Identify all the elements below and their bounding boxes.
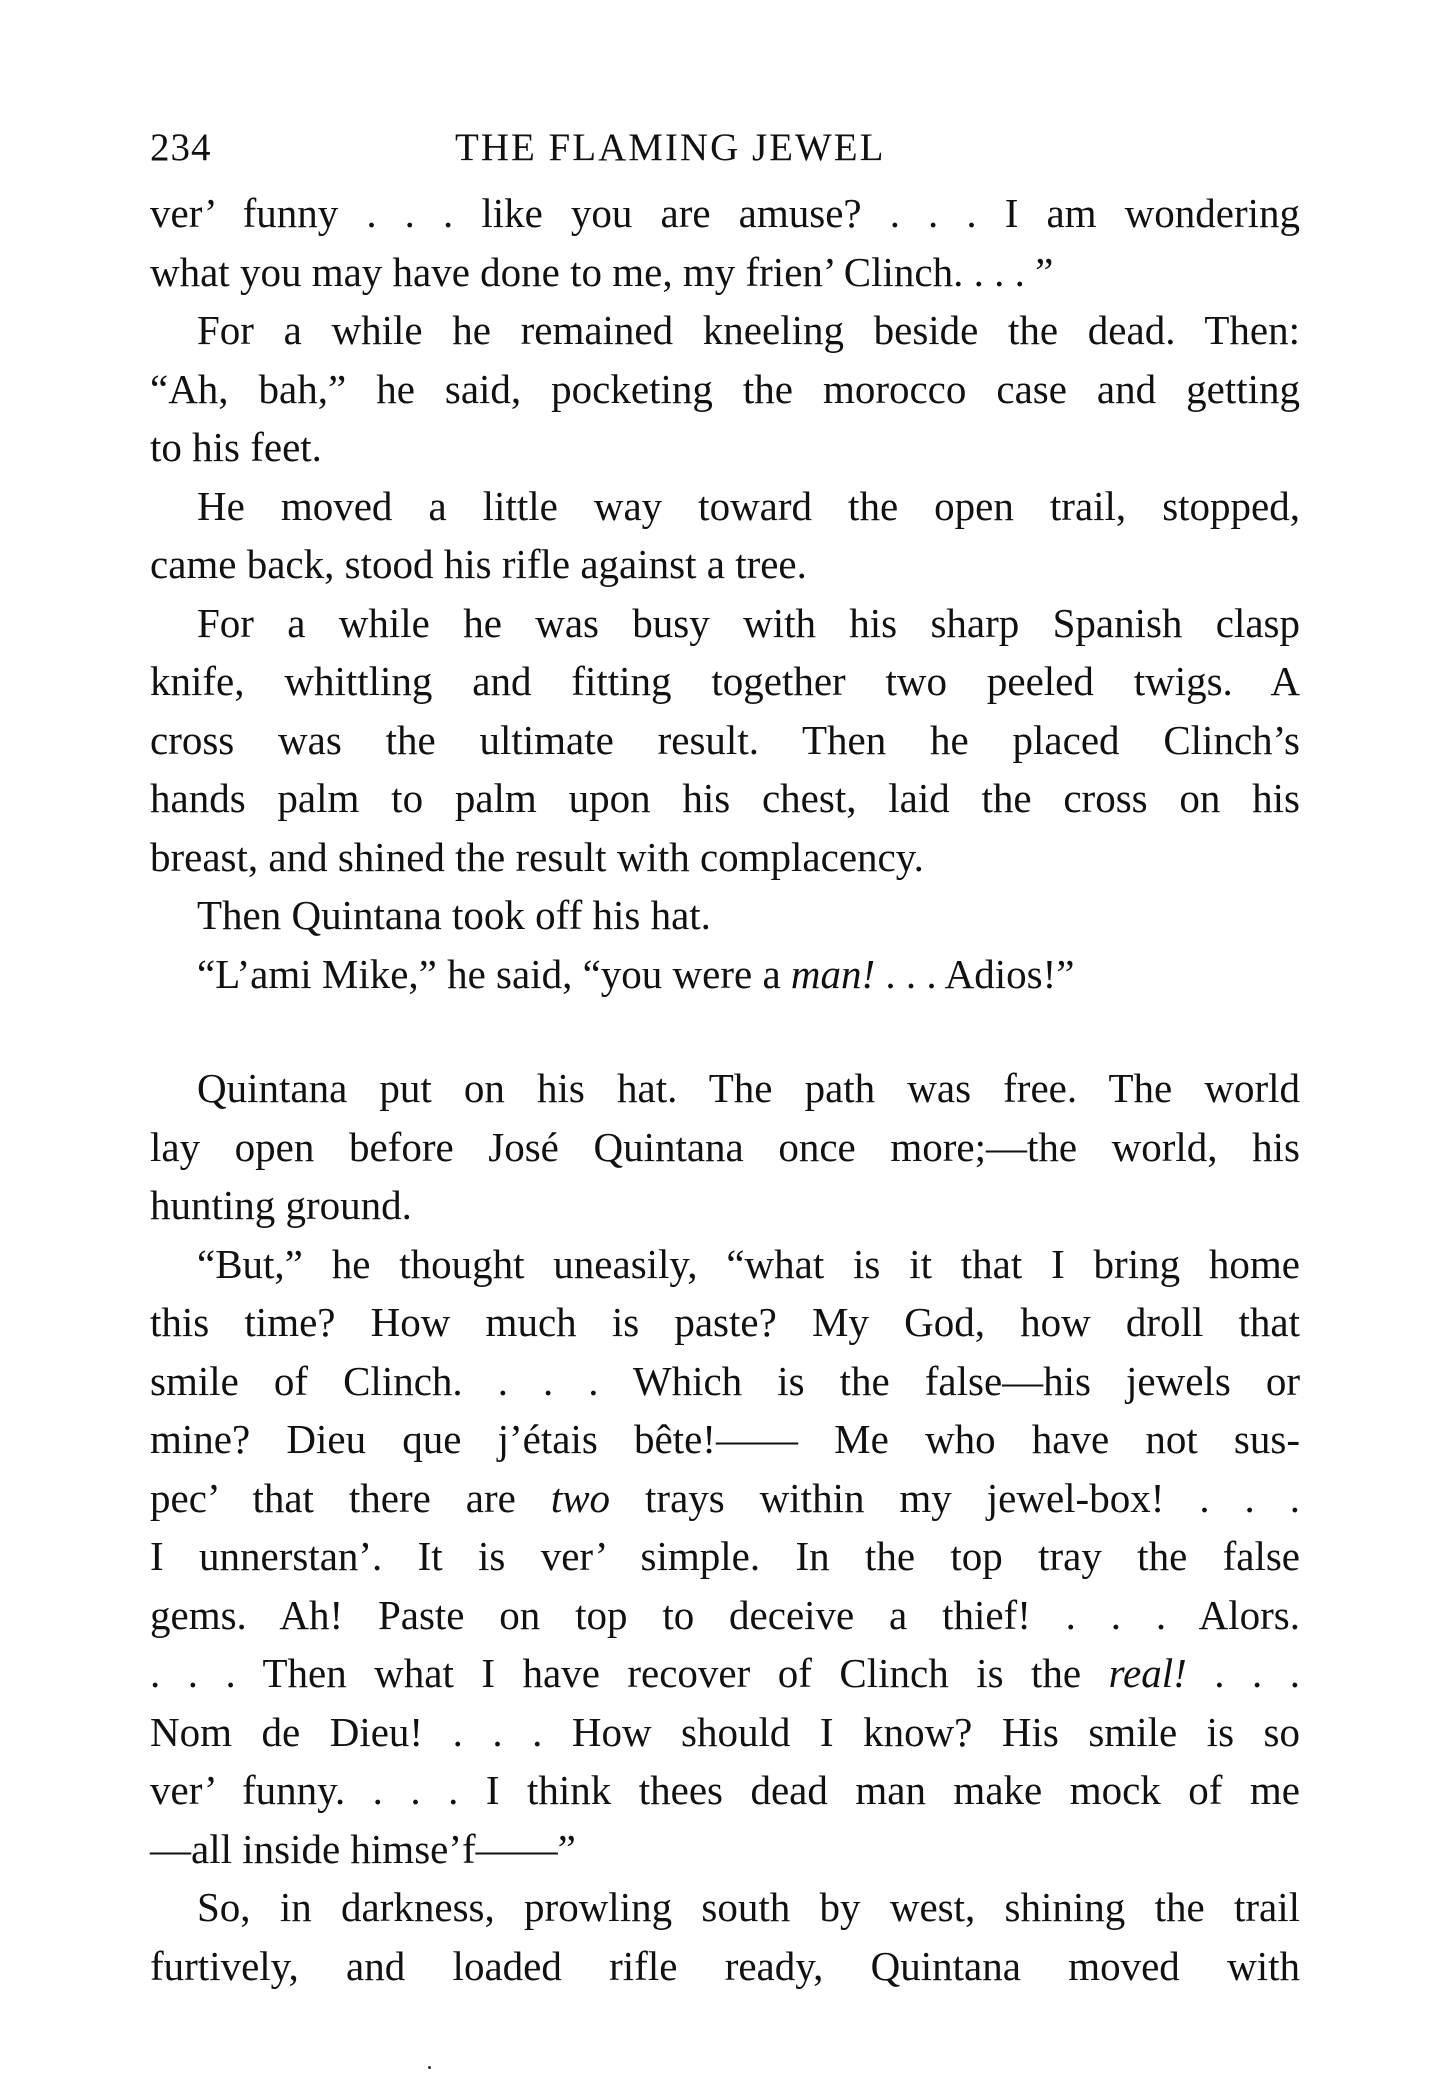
text-line: —all inside himse’f——” bbox=[150, 1825, 576, 1872]
italic-word: man! bbox=[790, 950, 876, 997]
text-line: “But,” he thought uneasily, “what is it that I bring home bbox=[197, 1240, 1300, 1287]
text-line: For a while he remained kneeling beside the dead. Then: bbox=[197, 307, 1300, 353]
section-break bbox=[150, 1003, 1300, 1059]
text-segment: pec’ that there are bbox=[150, 1474, 551, 1521]
running-title: THE FLAMING JEWEL bbox=[455, 126, 886, 169]
text-line: to his feet. bbox=[150, 424, 322, 470]
text-segment: . . . Adios!” bbox=[875, 950, 1075, 997]
text-line: I unnerstan’. It is ver’ simple. In the top tray the false bbox=[150, 1533, 1300, 1579]
text-line-with-italic bbox=[150, 1469, 1300, 1528]
print-speck bbox=[428, 2066, 431, 2069]
text-line: this time? How much is paste? My God, how droll that bbox=[150, 1299, 1300, 1345]
text-line: smile of Clinch. . . . Which is the false—his jewels or bbox=[150, 1357, 1300, 1404]
text-line: Then Quintana took off his hat. bbox=[197, 892, 711, 938]
text-line: lay open before José Quintana once more;—the world, his bbox=[150, 1123, 1300, 1170]
text-line: He moved a little way toward the open trail, stopped, bbox=[197, 482, 1300, 529]
running-head bbox=[150, 118, 1300, 178]
text-segment: “L’ami Mike,” he said, “you were a bbox=[197, 950, 791, 997]
text-segment: . . . bbox=[1186, 1650, 1300, 1696]
text-line: ver’ funny. . . . I think thees dead man make mock of me bbox=[150, 1767, 1300, 1813]
text-line: knife, whittling and fitting together two peeled twigs. A bbox=[150, 658, 1300, 704]
text-line: cross was the ultimate result. Then he placed Clinch’s bbox=[150, 716, 1300, 763]
text-line: Quintana put on his hat. The path was free. The world bbox=[197, 1065, 1300, 1111]
text-line: Nom de Dieu! . . . How should I know? His smile is so bbox=[150, 1708, 1300, 1755]
text-segment: . . . Then what I have recover of Clinch is the bbox=[150, 1650, 1109, 1696]
text-line: ver’ funny . . . like you are amuse? . . . I am wondering bbox=[150, 190, 1300, 236]
text-line: For a while he was busy with his sharp Spanish clasp bbox=[197, 599, 1300, 646]
italic-word: two bbox=[550, 1474, 611, 1521]
text-line: mine? Dieu que j’étais bête!—— Me who have not sus- bbox=[150, 1416, 1300, 1462]
text-segment: trays within my jewel-box! . . . bbox=[610, 1474, 1300, 1521]
body-text bbox=[150, 184, 1300, 1995]
text-line-with-italic bbox=[150, 945, 1300, 1004]
text-line: came back, stood his rifle against a tree. bbox=[150, 541, 807, 587]
text-line: what you may have done to me, my frien’ Clinch. . . . ” bbox=[150, 248, 1054, 295]
text-line: So, in darkness, prowling south by west, shining the trail bbox=[197, 1884, 1300, 1930]
italic-word: real! bbox=[1108, 1650, 1187, 1696]
text-line: furtively, and loaded rifle ready, Quintana moved with bbox=[150, 1942, 1300, 1989]
text-line: hunting ground. bbox=[150, 1182, 412, 1228]
book-page bbox=[150, 118, 1300, 2018]
text-line-with-italic bbox=[150, 1644, 1300, 1703]
text-line: hands palm to palm upon his chest, laid the cross on his bbox=[150, 775, 1300, 821]
text-line: breast, and shined the result with complacency. bbox=[150, 833, 924, 880]
page-number: 234 bbox=[150, 126, 212, 169]
text-line: “Ah, bah,” he said, pocketing the morocco case and getting bbox=[150, 365, 1300, 412]
text-line: gems. Ah! Paste on top to deceive a thief! . . . Alors. bbox=[150, 1591, 1300, 1638]
